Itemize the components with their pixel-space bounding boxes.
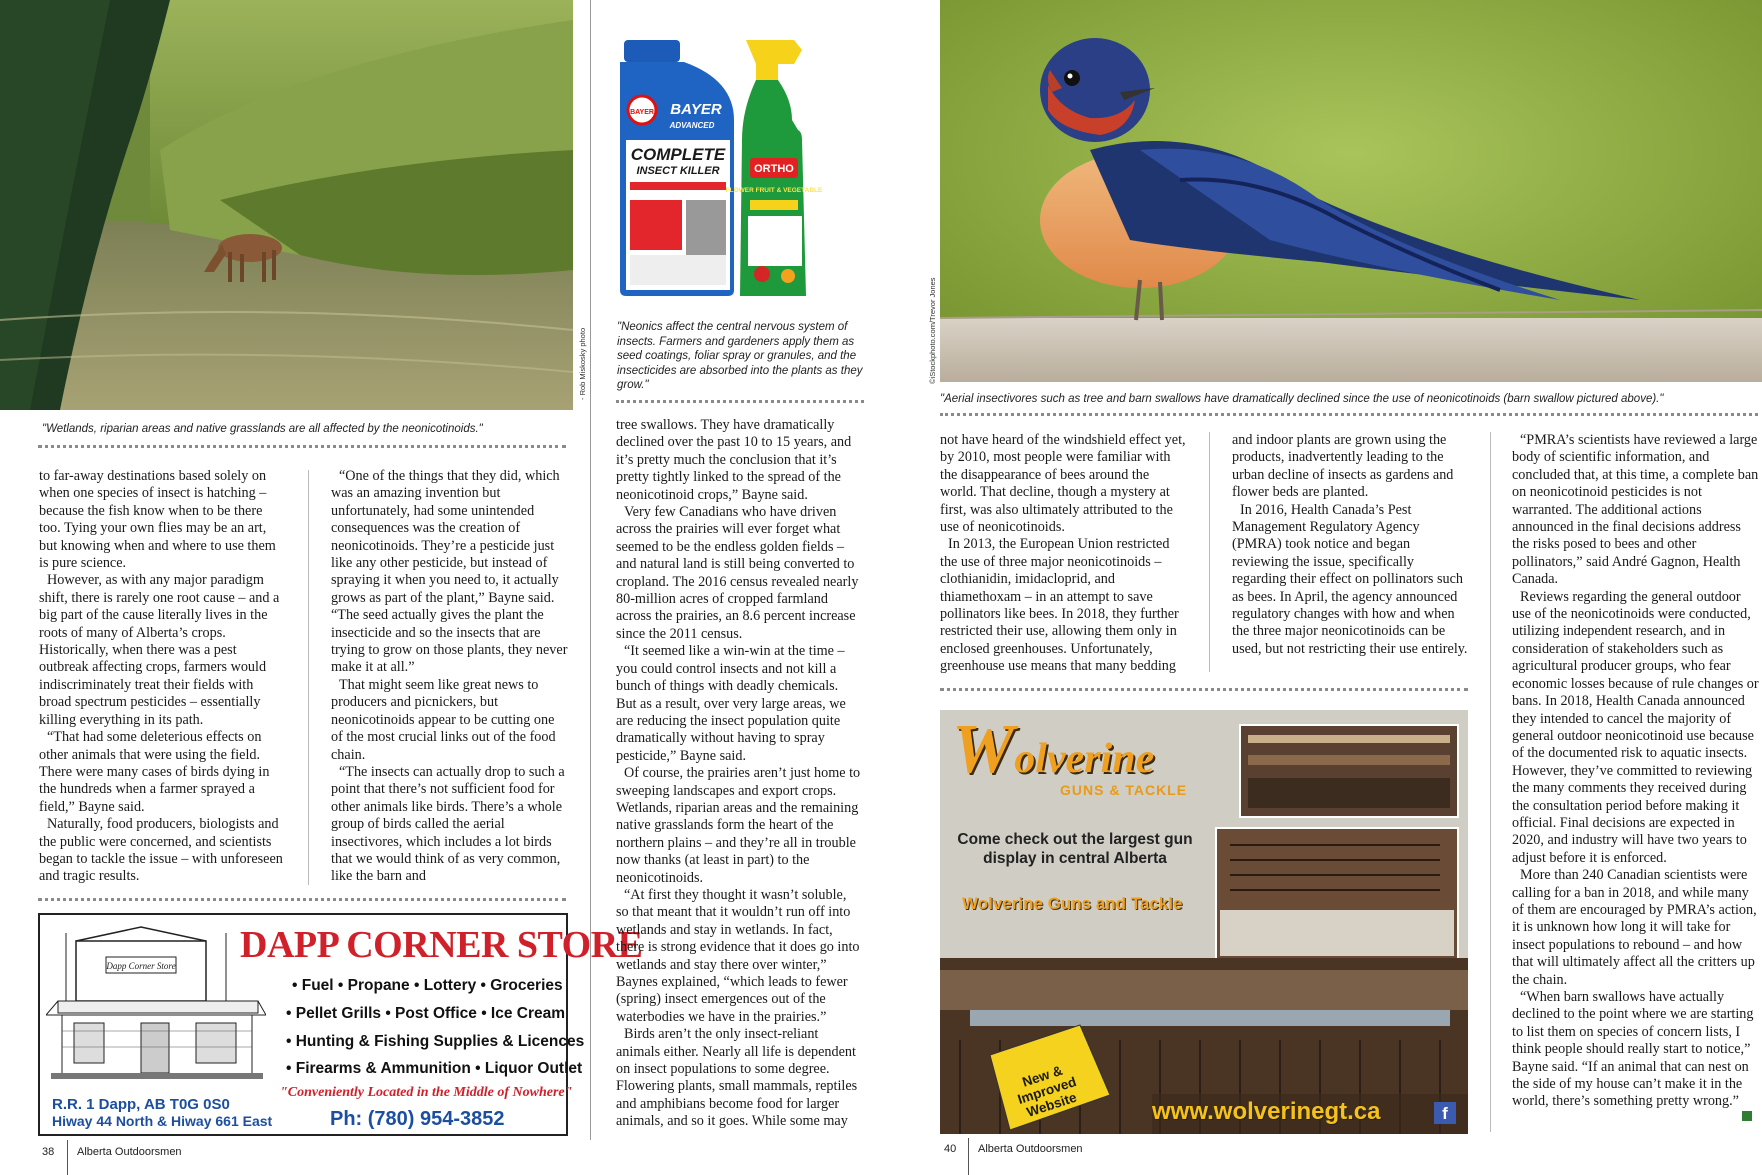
paragraph: to far-away destinations based solely on when one species of insect is hatching – because the fish know when to be there too. Tying your own flies may be an art, but knowing when and where to use them is pure science. bbox=[39, 468, 276, 572]
magazine-name-right: Alberta Outdoorsmen bbox=[978, 1143, 1083, 1155]
photo-credit-swallow: ©iStockphoto.com/Trevor Jones bbox=[928, 277, 937, 384]
photo-credit-deer: - Rob Miskosky photo bbox=[578, 327, 587, 400]
bayer-sub: ADVANCED bbox=[669, 121, 715, 130]
caption-swallow: "Aerial insectivores such as tree and barn swallows have dramatically declined since the use of neonicotinoids (barn swallow pictured above)." bbox=[940, 393, 1664, 405]
ortho-brand: ORTHO bbox=[754, 163, 794, 175]
divider-ad-right bbox=[940, 688, 1468, 691]
divider-ad-left bbox=[38, 898, 566, 901]
divider-top-left bbox=[38, 445, 566, 448]
dapp-title: DAPP CORNER STORE bbox=[240, 924, 643, 966]
paragraph: “The insects can actually drop to such a point that there’s not sufficient food for other animals like birds. There’s a whole group of birds called the aerial insectivores, which includes a lot birds that we would think of as very common, like the barn and bbox=[331, 763, 565, 885]
page-number-right: 40 bbox=[944, 1143, 957, 1155]
paragraph: Naturally, food producers, biologists and the public were concerned, and scientists began to tackle the issue – with unforeseen and tragic results. bbox=[39, 816, 283, 885]
dapp-phone[interactable]: Ph: (780) 954-3852 bbox=[330, 1108, 505, 1130]
dapp-address-line1: R.R. 1 Dapp, AB T0G 0S0 bbox=[52, 1096, 230, 1113]
column-5 bbox=[1232, 432, 1468, 658]
column-1 bbox=[39, 468, 285, 886]
store-sign-text: Dapp Corner Store bbox=[106, 961, 176, 971]
barn-swallow-photo bbox=[940, 0, 1762, 382]
paragraph: “That had some deleterious effects on other animals that were using the field. There were many cases of birds dying in the hundreds when a farmer sprayed a field,” Bayne said. bbox=[39, 729, 270, 815]
caption-deer: "Wetlands, riparian areas and native grasslands are all affected by the neonicotinoids." bbox=[42, 423, 483, 435]
column-2 bbox=[331, 468, 568, 886]
paragraph: tree swallows. They have dramatically declined over the past 10 to 15 years, and it’s pretty much the conclusion that it’s pretty tightly linked to the spread of the neonicotinoid crops,” Bayne said. bbox=[616, 417, 852, 503]
column-rule bbox=[1490, 432, 1491, 1132]
divider-center bbox=[616, 400, 864, 403]
divider-top-right bbox=[940, 413, 1758, 416]
bayer-name-1: COMPLETE bbox=[630, 145, 726, 164]
page-gutter-rule bbox=[590, 0, 591, 1140]
paragraph: Birds aren’t the only insect-reliant animals either. Nearly all life is dependent on insect populations to some degree. Flowering plants, small mammals, reptiles and amphibians become food for larger animals, and so it goes. While some may bbox=[616, 1026, 858, 1130]
paragraph: “One of the things that they did, which was an amazing invention but unfortunately, had some unintended consequences was the creation of neonicotinoids. They’re a pesticide just like any other pesticide, but instead of spraying it when you need to, it actually grows as part of the plant,” Bayne said. “The seed actually gives the plant the insecticide and so the insects that are trying to grow on those plants, they never make it at all.” bbox=[331, 468, 568, 676]
dapp-services-3: • Hunting & Fishing Supplies & Licences bbox=[286, 1033, 585, 1050]
dapp-address-line2: Hiway 44 North & Hiway 661 East bbox=[52, 1113, 273, 1129]
paragraph: Reviews regarding the general outdoor use of the neonicotinoids were conducted, utilizing independent research, and in consideration of stakeholders such as agricultural producer groups, who fear economic losses because of rule changes or bans. In 2018, Health Canada announced they intended to cancel the majority of general outdoor neonicotinoid use because of the documented risk to aquatic insects. However, they’ve committed to reviewing the many comments they received during the consultation period before making it official. Final decisions are expected in 2020, and industry will have two years to adjust before it is enforced. bbox=[1512, 588, 1759, 866]
magazine-name-left: Alberta Outdoorsmen bbox=[77, 1146, 182, 1158]
dapp-corner-store-ad[interactable] bbox=[38, 913, 643, 1136]
insecticide-products-image bbox=[616, 40, 858, 298]
paragraph: “At first they thought it wasn’t soluble, so that meant that it wouldn’t run off into wetlands and stay in wetlands. In fact, there is strong evidence that it does go into wetlands and stay there over winter,” Baynes explained, “which leads to fewer (spring) insect emergences out of the waterbodies we have in the prairies.” bbox=[616, 886, 860, 1025]
wolverine-logo-text: olverine bbox=[1014, 736, 1155, 782]
paragraph: “PMRA’s scientists have reviewed a large body of scientific information, and concluded that, at this time, a complete ban on neonicotinoid pesticides is not warranted. The additional actions announced in the final decisions address the risks posed to bees and other pollinators,” said André Gagnon, Health Canada. bbox=[1512, 432, 1759, 588]
column-rule bbox=[308, 470, 309, 885]
dapp-address bbox=[52, 1097, 272, 1129]
paragraph: In 2016, Health Canada’s Pest Management Regulatory Agency (PMRA) took notice and began reviewing the issue, specifically regarding their effect on pollinators such as bees. In April, the agency announced regulatory changes with how and when the three major neonicotinoids can be used, but not restricting their use entirely. bbox=[1232, 501, 1468, 657]
page-number-left: 38 bbox=[42, 1146, 55, 1158]
dapp-services-1: • Fuel • Propane • Lottery • Groceries bbox=[292, 977, 563, 994]
column-6 bbox=[1512, 432, 1760, 1111]
bayer-brand: BAYER bbox=[670, 101, 722, 118]
paragraph: That might seem like great news to producers and picnickers, but neonicotinoids appear to be cutting one of the most crucial links out of the food chain. bbox=[331, 676, 556, 763]
new-website-badge: New & Improved Website bbox=[1015, 1062, 1079, 1120]
wolverine-url[interactable]: www.wolverinegt.ca bbox=[1152, 1098, 1381, 1125]
wolverine-guns-tackle-ad[interactable] bbox=[940, 710, 1468, 1134]
column-4 bbox=[940, 432, 1186, 676]
footer-rule-right bbox=[968, 1138, 969, 1175]
bayer-name-2: INSECT KILLER bbox=[636, 165, 720, 177]
column-rule bbox=[1209, 432, 1210, 672]
deer-photo bbox=[0, 0, 573, 410]
wolverine-logo-w: W bbox=[952, 711, 1015, 788]
svg-text:BAYER: BAYER bbox=[630, 109, 654, 116]
paragraph: “It seemed like a win-win at the time – you could control insects and not kill a bunch of things with deadly chemicals. But as a result, over very large areas, we are reducing the insect population quite dramatically without having to spray pesticide,” Bayne said. bbox=[616, 643, 846, 764]
ortho-name: FLOWER FRUIT & VEGETABLE bbox=[725, 187, 823, 194]
paragraph: In 2013, the European Union restricted the use of three major neonicotinoids – clothianidin, imidacloprid, and thiamethoxam – in an attempt to save pollinators like bees. In 2018, they further restricted their use, allowing them only in enclosed greenhouses. Unfortunately, greenhouse use means that many bedding bbox=[940, 536, 1179, 675]
wolverine-logo bbox=[952, 710, 1154, 790]
paragraph: More than 240 Canadian scientists were calling for a ban in 2018, and while many of them are encouraged by PMRA’s action, it is unknown how long it will take for insect populations to rebound – and how that will ultimately affect all the critters up the chain. bbox=[1512, 867, 1757, 988]
wolverine-name: Wolverine Guns and Tackle bbox=[962, 894, 1183, 913]
paragraph: Very few Canadians who have driven across the prairies will ever forget what seemed to be the endless golden fields – and natural land is still being converted to cropland. The 2016 census revealed nearly 80-million acres of cropped farmland across the prairies, an 8.6 percent increase since the 2011 census. bbox=[616, 504, 859, 642]
paragraph: and indoor plants are grown using the products, inadvertently leading to the urban decline of insects as gardens and flower beds are planted. bbox=[1232, 432, 1454, 501]
paragraph: “When barn swallows have actually declined to the point where we are starting to list them on species of concern lists, I think people should really start to notice,” Bayne said. “If an animal that can nest on the side of my house can’t make it in the world, there’s something pretty wrong.” bbox=[1512, 989, 1754, 1110]
facebook-icon[interactable]: f bbox=[1434, 1102, 1456, 1124]
dapp-slogan: "Conveniently Located in the Middle of Nowhere" bbox=[280, 1085, 573, 1100]
footer-rule-left bbox=[67, 1140, 68, 1175]
wolverine-tagline: Come check out the largest gun display in central Alberta bbox=[957, 831, 1193, 867]
paragraph: not have heard of the windshield effect yet, by 2010, most people were familiar with the disappearance of bees around the world. That decline, though a mystery at first, was also ultimately attributed to the use of neonicotinoids. bbox=[940, 432, 1186, 536]
dapp-services-4: • Firearms & Ammunition • Liquor Outlet bbox=[286, 1060, 583, 1077]
wolverine-logo-sub: GUNS & TACKLE bbox=[1060, 782, 1188, 798]
paragraph: Of course, the prairies aren’t just home to sweeping landscapes and export crops. Wetlands, riparian areas and the remaining native grasslands form the heart of the northern plains – and they’re all in trouble now thanks (at least in part) to the neonicotinoids. bbox=[616, 765, 861, 886]
article-end-mark bbox=[1742, 1111, 1752, 1121]
column-3 bbox=[616, 417, 862, 1131]
store-illustration bbox=[46, 923, 266, 1088]
caption-products: "Neonics affect the central nervous system of insects. Farmers and gardeners apply them as seed coatings, foliar spray or granules, and the insecticides are absorbed into the plants as they grow." bbox=[617, 321, 863, 391]
dapp-services-2: • Pellet Grills • Post Office • Ice Cream bbox=[286, 1005, 566, 1022]
paragraph: However, as with any major paradigm shift, there is rarely one root cause – and a big part of the cause literally lives in the roots of many of Alberta’s crops. Historically, when there was a pest outbreak affecting crops, farmers would indiscriminately treat their fields with broad spectrum pesticides – essentially killing everything in its path. bbox=[39, 572, 280, 728]
